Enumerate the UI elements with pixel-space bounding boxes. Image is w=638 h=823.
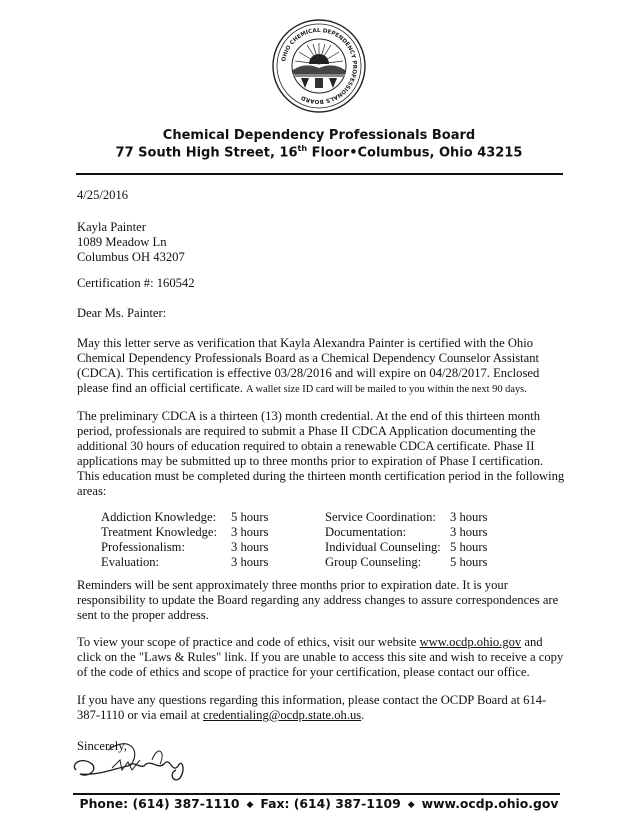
footer-phone: Phone: (614) 387-1110 (79, 796, 240, 811)
hours-areas-right (325, 510, 441, 570)
hours-area: Group Counseling: (325, 555, 422, 569)
hours-values-left (231, 510, 268, 570)
hours-areas-left (101, 510, 217, 570)
hours-area: Evaluation: (101, 555, 160, 569)
email-link[interactable]: credentialing@ocdp.state.oh.us (203, 708, 362, 722)
hours-value: 3 hours (450, 510, 488, 524)
closing: Sincerely, (77, 739, 127, 753)
contact-text-before: If you have any questions regarding this information, please contact the OCDP Board at 614-387-1110 or via email at (77, 693, 547, 722)
seal-text: OHIO CHEMICAL DEPENDENCY PROFESSIONALS BOARD (281, 27, 358, 105)
address-prefix: 77 South High Street, 16 (115, 145, 298, 161)
scope-text-after: and click on the "Laws & Rules" link. If you are unable to access this site and wish to receive a copy of the code of ethics and scope of practice for your certification, please contact our office. (77, 635, 564, 679)
education-paragraph: The preliminary CDCA is a thirteen (13) month credential. At the end of this thirteen month period, professionals are required to submit a Phase II CDCA Application documenting the additional 30 hours of education required to obtain a renewable CDCA certificate. Phase II applications may be submitted up to three months prior to expiration of Phase I certification. This education must be completed during the thirteen month certification period in the following areas: (77, 409, 565, 498)
hours-area: Individual Counseling: (325, 540, 441, 554)
footer-contact-bar (0, 796, 638, 811)
hours-value: 5 hours (231, 510, 269, 524)
hours-area: Documentation: (325, 525, 407, 539)
reminder-paragraph: Reminders will be sent approximately three months prior to expiration date. It is your responsibility to update the Board regarding any address changes to assure correspondences are sent to the proper address. (77, 578, 559, 622)
wallet-card-note: A wallet size ID card will be mailed to you within the next 90 days. (246, 384, 527, 395)
salutation: Dear Ms. Painter: (77, 306, 167, 320)
recipient-block (77, 220, 565, 265)
certification-number: Certification #: 160542 (77, 276, 195, 290)
contact-text-after: . (361, 708, 365, 722)
hours-area: Treatment Knowledge: (101, 525, 218, 539)
footer-divider (73, 793, 560, 795)
hours-area: Professionalism: (101, 540, 185, 554)
hours-value: 3 hours (231, 555, 269, 569)
contact-paragraph (77, 693, 565, 723)
organization-address (0, 144, 638, 160)
hours-values-right (450, 510, 487, 570)
recipient-name: Kayla Painter (77, 220, 146, 234)
hours-area: Service Coordination: (325, 510, 436, 524)
diamond-separator-icon: ◆ (246, 800, 254, 810)
footer-website[interactable]: www.ocdp.ohio.gov (421, 796, 559, 811)
hours-value: 5 hours (450, 555, 488, 569)
hours-area: Addiction Knowledge: (101, 510, 217, 524)
recipient-city: Columbus OH 43207 (77, 250, 185, 264)
scope-text-before: To view your scope of practice and code of ethics, visit our website (77, 635, 420, 649)
hours-value: 3 hours (231, 540, 269, 554)
signature-image (68, 730, 198, 790)
verification-text: May this letter serve as verification that Kayla Alexandra Painter is certified with the Ohio Chemical Dependency Professionals Board as a Chemical Dependency Counselor Assistant (CDCA). This certification is effective 03/28/2016 and will expire on 04/28/2017. Enclosed please find an official certificate. (77, 336, 540, 395)
footer-fax: Fax: (614) 387-1109 (260, 796, 401, 811)
diamond-separator-icon: ◆ (407, 800, 415, 810)
organization-name: Chemical Dependency Professionals Board (162, 128, 476, 143)
floor-ordinal: th (297, 144, 308, 153)
header-divider (76, 173, 563, 175)
website-link[interactable]: www.ocdp.ohio.gov (419, 635, 522, 649)
state-seal-icon (271, 18, 367, 114)
recipient-street: 1089 Meadow Ln (77, 235, 167, 249)
hours-value: 5 hours (450, 540, 488, 554)
verification-paragraph (77, 336, 565, 397)
address-suffix: Floor•Columbus, Ohio 43215 (307, 145, 523, 161)
hours-value: 3 hours (450, 525, 488, 539)
letter-date: 4/25/2016 (77, 188, 129, 202)
scope-paragraph (77, 635, 565, 680)
hours-value: 3 hours (231, 525, 269, 539)
